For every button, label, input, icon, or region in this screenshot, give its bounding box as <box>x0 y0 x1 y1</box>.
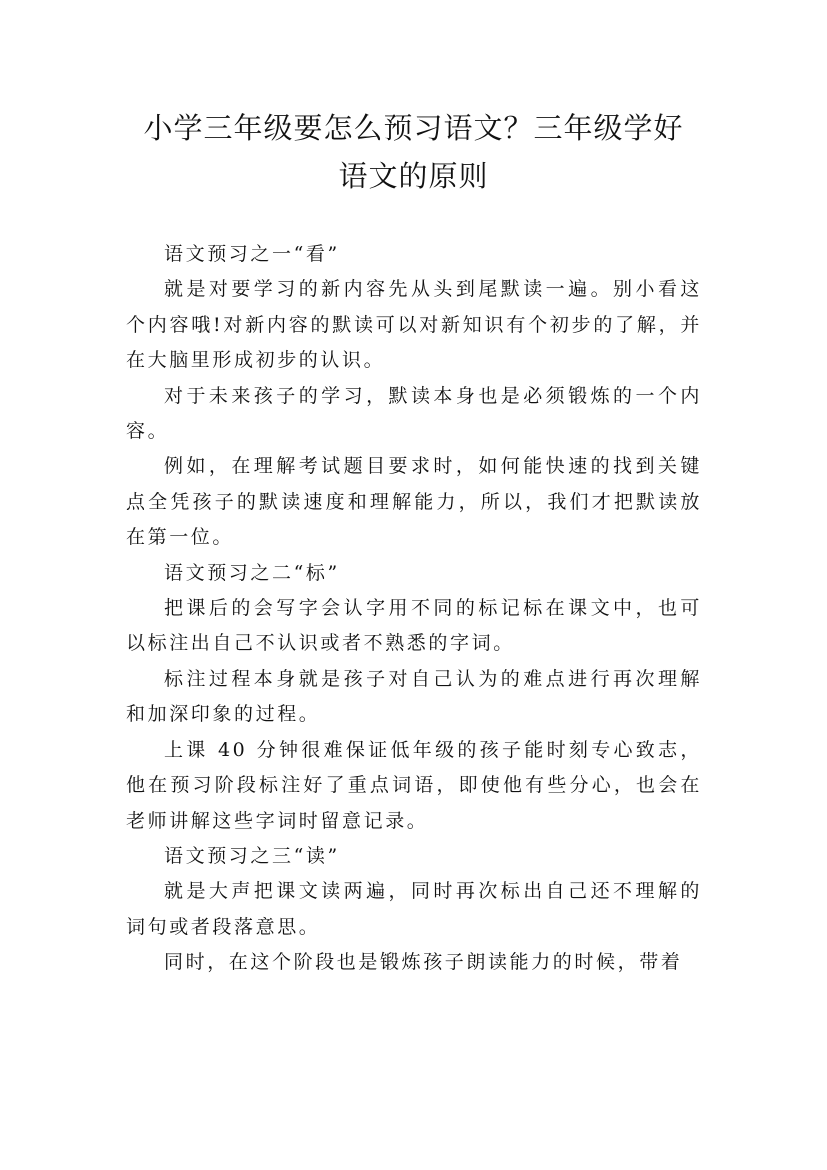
section-heading-kan: 语文预习之一“看” <box>164 243 340 265</box>
title-line-2: 语文的原则 <box>338 159 489 193</box>
paragraph: 就是大声把课文读两遍，同时再次标出自己还不理解的词句或者段落意思。 <box>126 880 702 938</box>
paragraph: 对于未来孩子的学习，默读本身也是必须锻炼的一个内容。 <box>126 384 702 443</box>
paragraph: 同时，在这个阶段也是锻炼孩子朗读能力的时候，带着 <box>164 951 683 974</box>
section-heading-biao: 语文预习之二“标” <box>164 561 340 584</box>
paragraph: 例如，在理解考试题目要求时，如何能快速的找到关键点全凭孩子的默读速度和理解能力，所以，我们才把默读放在第一位。 <box>126 455 702 549</box>
paragraph: 标注过程本身就是孩子对自己认为的难点进行再次理解和加深印象的过程。 <box>126 667 702 726</box>
section-heading-du: 语文预习之三“读” <box>164 844 340 867</box>
paragraph: 上课 40 分钟很难保证低年级的孩子能时刻专心致志，他在预习阶段标注好了重点词语，即使他有些分心，也会在老师讲解这些字词时留意记录。 <box>126 738 702 832</box>
document-title <box>100 104 727 200</box>
paragraph: 把课后的会写字会认字用不同的标记标在课文中，也可以标注出自己不认识或者不熟悉的字词。 <box>126 597 702 655</box>
document-body <box>126 237 702 981</box>
title-line-1: 小学三年级要怎么预习语文？三年级学好 <box>143 111 684 145</box>
paragraph: 就是对要学习的新内容先从头到尾默读一遍。别小看这个内容哦!对新内容的默读可以对新知识有个初步的了解，并在大脑里形成初步的认识。 <box>126 278 702 372</box>
